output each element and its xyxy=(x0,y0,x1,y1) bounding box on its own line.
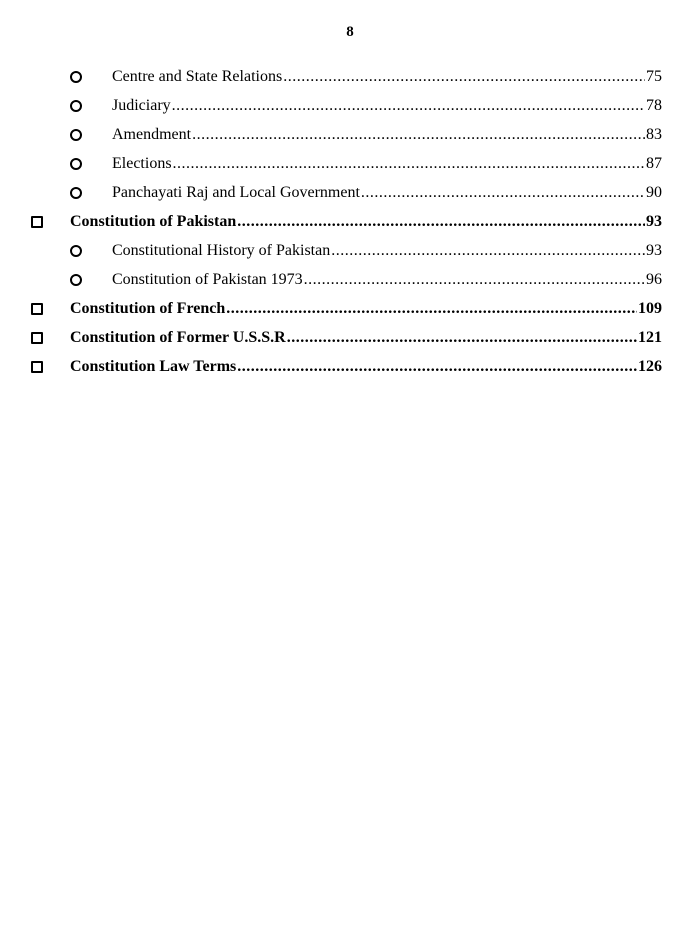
dot-leader xyxy=(237,207,645,236)
dot-leader xyxy=(304,265,645,294)
toc-section-title: Constitution Law Terms xyxy=(70,358,237,375)
toc-section-title: Constitution of Former U.S.S.R xyxy=(70,329,286,346)
toc-entry xyxy=(0,120,700,149)
dot-leader xyxy=(331,236,645,265)
square-bullet-icon xyxy=(31,323,43,352)
toc-entry-title: Constitutional History of Pakistan xyxy=(112,242,331,259)
toc-section xyxy=(0,207,700,236)
toc-entry-title: Constitution of Pakistan 1973 xyxy=(112,271,303,288)
table-of-contents xyxy=(0,62,700,381)
circle-bullet-icon xyxy=(70,62,82,91)
square-bullet-icon xyxy=(31,294,43,323)
toc-entry-title: Amendment xyxy=(112,126,192,143)
dot-leader xyxy=(226,294,637,323)
toc-entry xyxy=(0,178,700,207)
toc-entry-title: Judiciary xyxy=(112,97,171,114)
toc-entry xyxy=(0,62,700,91)
toc-entry xyxy=(0,149,700,178)
toc-entry xyxy=(0,236,700,265)
toc-section-title: Constitution of Pakistan xyxy=(70,213,237,230)
toc-entry-page: 83 xyxy=(646,126,662,143)
dot-leader xyxy=(173,149,645,178)
toc-section-title: Constitution of French xyxy=(70,300,226,317)
toc-entry-page: 90 xyxy=(646,184,662,201)
circle-bullet-icon xyxy=(70,265,82,294)
dot-leader xyxy=(283,62,645,91)
square-bullet-icon xyxy=(31,352,43,381)
toc-section-page: 121 xyxy=(638,329,662,346)
toc-entry-page: 75 xyxy=(646,68,662,85)
square-bullet-icon xyxy=(31,207,43,236)
circle-bullet-icon xyxy=(70,91,82,120)
circle-bullet-icon xyxy=(70,120,82,149)
circle-bullet-icon xyxy=(70,236,82,265)
toc-section-page: 93 xyxy=(646,213,662,230)
toc-entry-page: 87 xyxy=(646,155,662,172)
circle-bullet-icon xyxy=(70,178,82,207)
toc-entry xyxy=(0,265,700,294)
dot-leader xyxy=(237,352,637,381)
dot-leader xyxy=(192,120,645,149)
circle-bullet-icon xyxy=(70,149,82,178)
toc-section-page: 109 xyxy=(638,300,662,317)
dot-leader xyxy=(172,91,645,120)
toc-entry-title: Centre and State Relations xyxy=(112,68,283,85)
toc-section xyxy=(0,352,700,381)
toc-entry xyxy=(0,91,700,120)
dot-leader xyxy=(287,323,637,352)
toc-entry-title: Panchayati Raj and Local Government xyxy=(112,184,360,201)
dot-leader xyxy=(361,178,645,207)
toc-entry-page: 93 xyxy=(646,242,662,259)
toc-entry-page: 96 xyxy=(646,271,662,288)
toc-section-page: 126 xyxy=(638,358,662,375)
page-number: 8 xyxy=(346,24,354,40)
toc-section xyxy=(0,323,700,352)
toc-entry-page: 78 xyxy=(646,97,662,114)
toc-section xyxy=(0,294,700,323)
toc-entry-title: Elections xyxy=(112,155,172,172)
